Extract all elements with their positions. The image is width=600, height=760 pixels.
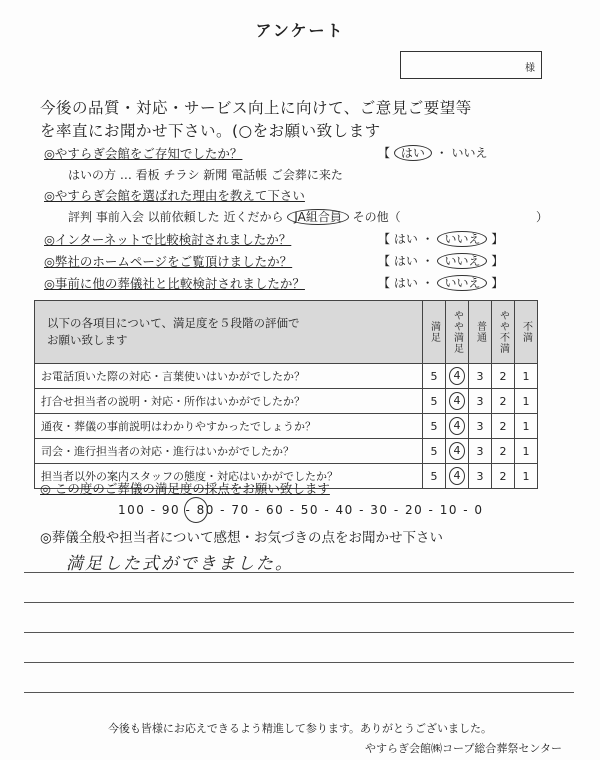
column-header-somewhat-satisfied: やや満足 [446,301,469,364]
rating-5[interactable]: 5 [423,389,446,414]
homepage-options [378,252,503,269]
option-yes[interactable]: 【 はい ・ [378,254,434,268]
row-question: 打合せ担当者の説明・対応・所作はいかがでしたか？ [35,389,423,414]
page-title: アンケート [255,21,345,40]
rating-4-selected[interactable]: 4 [446,439,469,464]
name-suffix: 様 [525,63,535,74]
rating-1[interactable]: 1 [515,439,538,464]
score-question-label: ◎ この度のご葬儀の満足度の採点をお願い致します [40,481,330,496]
comment-line [24,572,574,573]
question-internet-label: ◎インターネットで比較検討されましたか？ [44,232,292,247]
comment-line [24,602,574,603]
option-bracket-close: 】 [491,276,504,290]
source-line: はいの方 … 看板 チラシ 新聞 電話帳 ご会葬に来た [68,168,343,182]
rating-3[interactable]: 3 [469,364,492,389]
option-yes-selected[interactable]: はい [394,145,432,161]
question-homepage-label: ◎弊社のホームページをご覧頂けましたか？ [44,254,293,269]
comment-question: ◎葬儀全般や担当者について感想・お気づきの点をお聞かせ下さい [40,530,444,546]
comment-line [24,632,574,633]
rating-2[interactable]: 2 [492,414,515,439]
footer-message: 今後も皆様にお応えできるよう精進して参ります。ありがとうございました。 [107,722,493,735]
table-row [35,439,538,464]
column-header-dissatisfied: 不満 [515,301,538,364]
option-no[interactable]: ・ いいえ [435,146,488,160]
rating-4-selected[interactable]: 4 [446,414,469,439]
option-bracket-close: 】 [491,254,504,268]
reason-selected[interactable]: JA組合員 [287,209,349,225]
rating-4-selected[interactable]: 4 [446,364,469,389]
rating-5[interactable]: 5 [423,439,446,464]
option-no-selected[interactable]: いいえ [437,275,487,291]
header-line-2: お願い致します [47,333,128,347]
table-header-row [35,301,538,364]
footer-company: やすらぎ会館㈱コープ総合葬祭センター [364,742,562,755]
row-question: 司会・進行担当者の対応・進行はいかがでしたか？ [35,439,423,464]
score-scale[interactable]: 100 - 90 - 80 - 70 - 60 - 50 - 40 - 30 - 20 - 10 - 0 [118,503,484,517]
internet-options [378,230,503,247]
comment-line [24,692,574,693]
table-row [35,389,538,414]
question-compare-label: ◎事前に他の葬儀社と比較検討されましたか？ [44,276,305,291]
row-question: 通夜・葬儀の事前説明はわかりやすかったでしょうか？ [35,414,423,439]
rating-1[interactable]: 1 [515,464,538,489]
rating-3[interactable]: 3 [469,439,492,464]
rating-4-selected[interactable]: 4 [446,464,469,489]
question-internet [44,230,291,248]
option-bracket: 【 [378,146,391,160]
compare-options [378,274,503,291]
table-row [35,414,538,439]
rating-3[interactable]: 3 [469,389,492,414]
question-awareness-label: ◎やすらぎ会館をご存知でしたか？ [44,146,243,161]
column-header-somewhat-dissatisfied: やや不満 [492,301,515,364]
reason-line [68,208,401,225]
rating-1[interactable]: 1 [515,414,538,439]
question-compare [44,274,305,292]
question-reason [44,186,305,204]
rating-1[interactable]: 1 [515,389,538,414]
option-no-selected[interactable]: いいえ [437,231,487,247]
satisfaction-table [34,300,538,489]
rating-3[interactable]: 3 [469,464,492,489]
score-question [40,479,330,497]
question-homepage [44,252,292,270]
column-header-satisfied: 満足 [423,301,446,364]
reason-options: 評判 事前入会 以前依頼した 近くだから [68,210,284,224]
reason-other-close: ） [536,210,549,224]
rating-2[interactable]: 2 [492,364,515,389]
option-yes[interactable]: 【 はい ・ [378,232,434,246]
rating-2[interactable]: 2 [492,389,515,414]
rating-4-selected[interactable]: 4 [446,389,469,414]
comment-line [24,662,574,663]
rating-1[interactable]: 1 [515,364,538,389]
option-no-selected[interactable]: いいえ [437,253,487,269]
table-header-text [35,301,423,364]
option-bracket-close: 】 [491,232,504,246]
row-question: 担当者以外の案内スタッフの態度・対応はいかがでしたか？ [35,464,423,489]
header-line-1: 以下の各項目について、満足度を５段階の評価で [47,316,300,330]
rating-5[interactable]: 5 [423,464,446,489]
awareness-options [378,144,488,161]
row-question: お電話頂いた際の対応・言葉使いはいかがでしたか？ [35,364,423,389]
rating-2[interactable]: 2 [492,464,515,489]
rating-5[interactable]: 5 [423,364,446,389]
name-field[interactable] [400,51,542,79]
intro-line-1: 今後の品質・対応・サービス向上に向けて、ご意見ご要望等 [40,99,472,117]
rating-3[interactable]: 3 [469,414,492,439]
column-header-normal: 普通 [469,301,492,364]
option-yes[interactable]: 【 はい ・ [378,276,434,290]
table-row [35,364,538,389]
question-reason-label: ◎やすらぎ会館を選ばれた理由を教えて下さい [44,188,305,203]
rating-2[interactable]: 2 [492,439,515,464]
comment-handwritten[interactable]: 満足した式ができました。 [66,554,294,574]
reason-other: その他（ [352,210,401,224]
intro-line-2: を率直にお聞かせ下さい。(○をお願い致します [40,122,381,140]
question-awareness [44,144,242,162]
rating-5[interactable]: 5 [423,414,446,439]
score-selected-mark [184,497,208,523]
